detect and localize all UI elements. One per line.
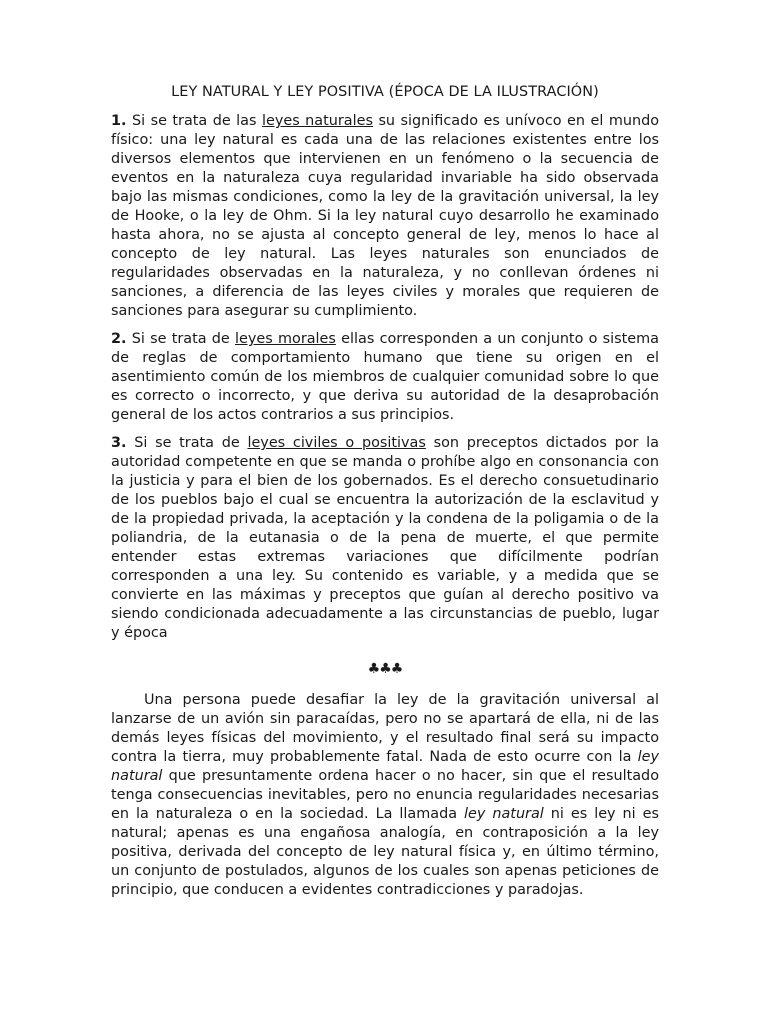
- section-2-term: leyes morales: [235, 331, 336, 347]
- document-page: [111, 83, 659, 909]
- document-title: LEY NATURAL Y LEY POSITIVA (ÉPOCA DE LA ILUSTRACIÓN): [171, 84, 599, 100]
- section-2-number: 2.: [111, 331, 127, 347]
- closing-emphasis-1: ley natural: [111, 749, 660, 784]
- section-1-term: leyes naturales: [261, 113, 373, 129]
- section-2-lead: Si se trata de: [131, 331, 230, 347]
- section-2-body: ellas corresponden a un conjunto o sistema de reglas de comportamiento humano que tiene su origen en el asentimiento común de los miembros de cualquier comunidad sobre lo que es correcto o incorrecto, y que deriva su autoridad de la desaprobación general de los actos contrarios a sus principios.: [111, 331, 659, 423]
- section-1-body: su significado es unívoco en el mundo físico: una ley natural es cada una de las relaciones existentes entre los diversos elementos que intervienen en un fenómeno o la secuencia de eventos en la naturaleza cuya regularidad invariable ha sido observada bajo las mismas condiciones, como la ley de la gravitación universal, la ley de Hooke, o la ley de Ohm. Si la ley natural cuyo desarrollo he examinado hasta ahora, no se ajusta al concepto general de ley, menos lo hace al concepto de ley natural. Las leyes naturales son enunciados de regularidades observadas en la naturaleza, y no conllevan órdenes ni sanciones, a diferencia de las leyes civiles y morales que requieren de sanciones para asegurar su cumplimiento.: [111, 113, 660, 319]
- closing-part-2: que presuntamente ordena hacer o no hacer, sin que el resultado tenga consecuencias inevitables, pero no enuncia regularidades necesarias en la naturaleza o en la sociedad. La llamada: [111, 768, 659, 822]
- section-3-term: leyes civiles o positivas: [247, 435, 426, 451]
- section-separator: ♣♣♣: [367, 661, 403, 677]
- section-3-lead: Si se trata de: [134, 435, 240, 451]
- closing-part-3: ni es ley ni es natural; apenas es una engañosa analogía, en contraposición a la ley positiva, derivada del concepto de ley natural física y, en último término, un conjunto de postulados, algunos de los cuales son apenas peticiones de principio, que conducen a evidentes contradicciones y paradojas.: [111, 806, 659, 898]
- section-1-lead: Si se trata de las: [131, 113, 257, 129]
- closing-part-1: Una persona puede desafiar la ley de la gravitación universal al lanzarse de un avión sin paracaídas, pero no se apartará de ella, ni de las demás leyes físicas del movimiento, y el resultado final será su impacto contra la tierra, muy probablemente fatal. Nada de esto ocurre con la: [111, 692, 659, 765]
- section-3-body: son preceptos dictados por la autoridad competente en que se manda o prohíbe algo en consonancia con la justicia y para el bien de los gobernados. Es el derecho consuetudinario de los pueblos bajo el cual se encuentra la autorización de la esclavitud y de la propiedad privada, la aceptación y la condena de la poligamia o de la poliandria, de la eutanasia o de la pena de muerte, el que permite entender estas extremas variaciones que difícilmente podrían corresponden a una ley. Su contenido es variable, y a medida que se convierte en las máximas y preceptos que guían al derecho positivo va siendo condicionada adecuadamente a las circunstancias de pueblo, lugar y época: [111, 435, 659, 641]
- closing-emphasis-2: ley natural: [464, 806, 544, 822]
- section-2: [111, 330, 659, 425]
- section-3: [111, 434, 659, 643]
- section-3-number: 3.: [111, 435, 127, 451]
- section-1-number: 1.: [111, 113, 127, 129]
- section-1: [111, 112, 659, 321]
- closing-paragraph: [111, 691, 659, 900]
